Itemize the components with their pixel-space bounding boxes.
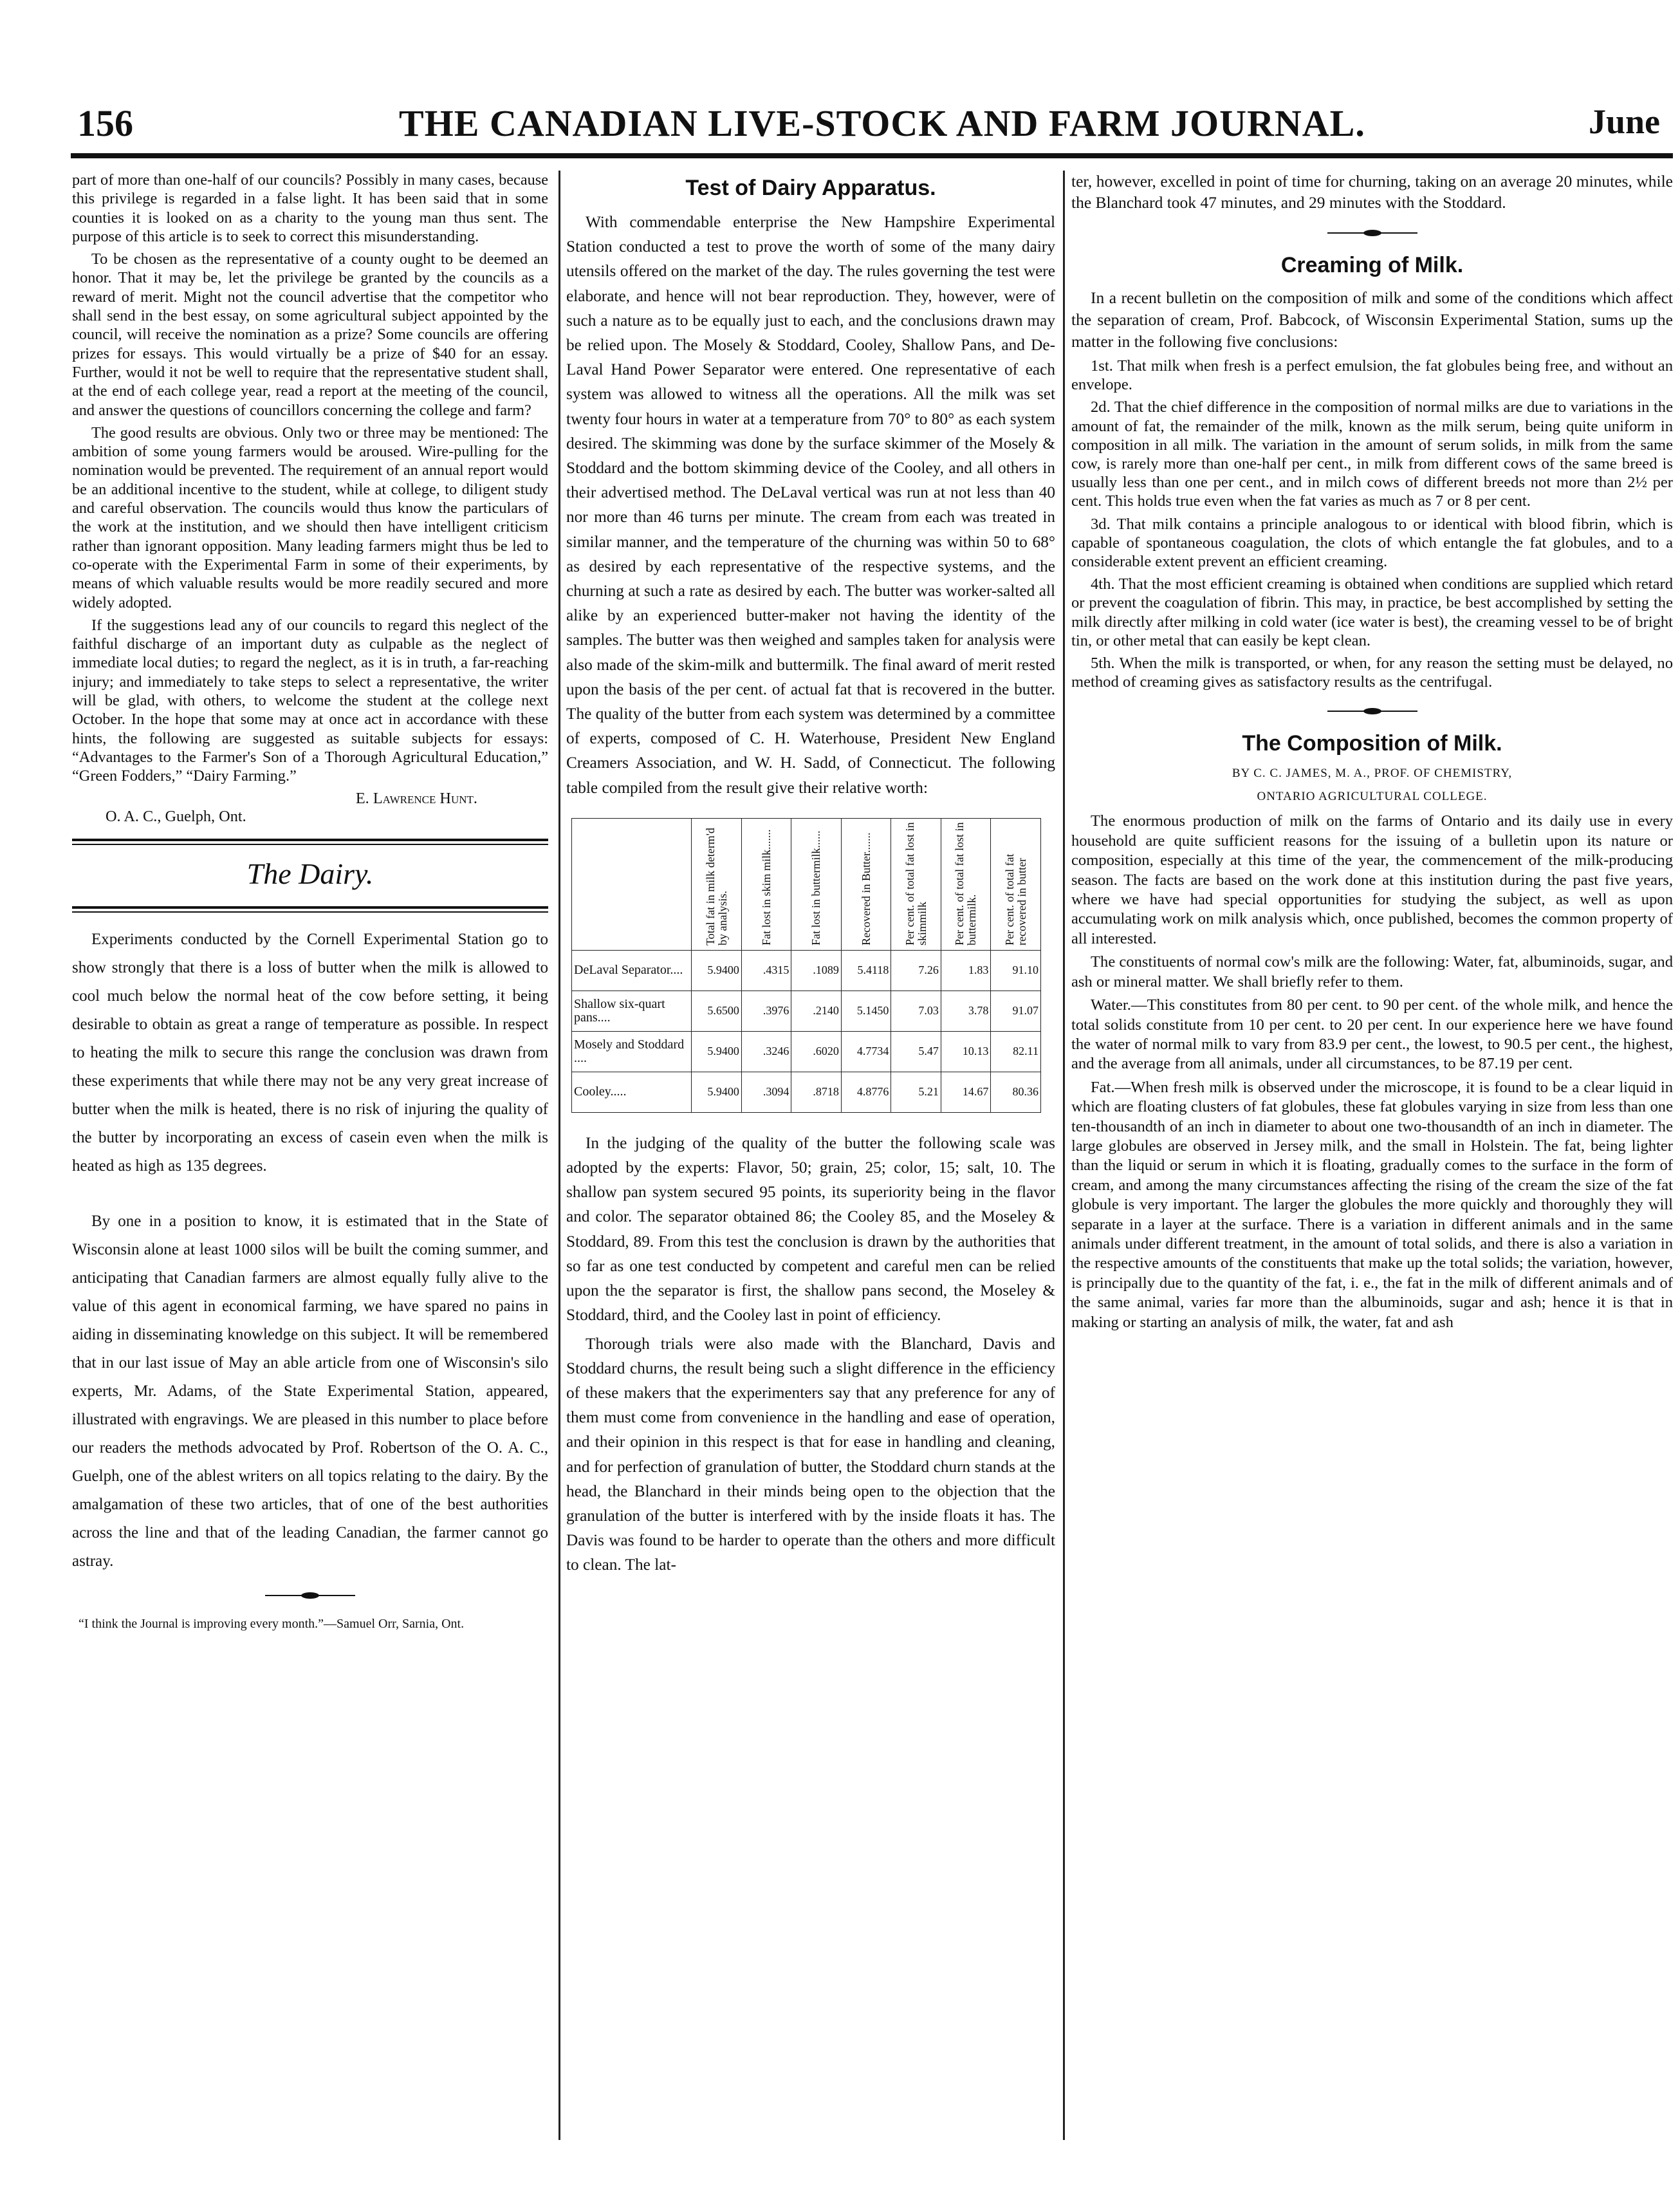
table-header-row (572, 818, 1041, 950)
table-cell: 91.10 (991, 950, 1041, 991)
signature-name: E. Lawrence Hunt. (355, 789, 477, 807)
table-header: Per cent. of total fat lost in buttermilk. (941, 818, 991, 950)
column-divider-left (558, 171, 560, 2140)
table-cell: 10.13 (941, 1031, 991, 1072)
table-header: Fat lost in skim milk....... (741, 818, 791, 950)
table-header: Total fat in milk determ'd by analysis. (692, 818, 742, 950)
article-title-creaming: Creaming of Milk. (1280, 253, 1464, 277)
column-left (72, 171, 548, 2140)
article-paragraph: The enormous production of milk on the farms of Ontario and its daily use in every household are quite sufficient reasons for the issuing of a bulletin upon its nature or composition, especially at this time of the year, the commencement of the milk-producing season. The facts are based on the work done at this institution during the past five years, where we have had special opportunities for studying the subject, as well as upon accumulating work on milk analysis which, once published, becomes the common property of all interested. (1071, 812, 1673, 947)
table-cell: .3976 (741, 991, 791, 1031)
footnote-quote: “I think the Journal is improving every month.”—Samuel Orr, Sarnia, Ont. (78, 1616, 465, 1631)
section-rule-bottom (72, 906, 548, 913)
conclusion-item: 4th. That the most efficient creaming is obtained when conditions are supplied which retard or prevent the coagulation of fibrin. This may, in practice, be best accomplished by setting the milk directly after milking in cold water (ice water is best), the creaming vessel to be of bright tin, or other metal that can easily be kept clean. (1071, 575, 1673, 649)
row-label: Cooley..... (572, 1072, 692, 1112)
conclusion-item: 2d. That the chief difference in the composition of normal milks are due to variations in the amount of fat, the remainder of the milk, known as the milk serum, being quite uniform in composition in all milk. The variation in the amount of serum solids, in milk from the same cow, is rarely more than one-half per cent., in milk from different cows of the same breed is usually less than one per cent., and in milch cows of different breeds not more than 2½ per cent. This holds true even when the fat varies as much as 7 or 8 per cent. (1071, 398, 1673, 510)
byline-affiliation: ONTARIO AGRICULTURAL COLLEGE. (1257, 790, 1488, 804)
table-cell: 5.9400 (692, 950, 742, 991)
column-divider-right (1063, 171, 1065, 2140)
table-cell: 80.36 (991, 1072, 1041, 1112)
page-number: 156 (77, 102, 133, 144)
article-paragraph: The good results are obvious. Only two or three may be mentioned: The ambition of some young farmers would be aroused. Wire-pulling for the nomination would be prevented. The requirement of an annual report would be an additional incentive to the student, while at college, to diligent study and careful observation. The councils would thus know the particulars of the work at the institution, and we should then have intelligent criticism rather than ignorant opposition. Many leading farmers might thus be led to co-operate with the Experimental Farm in some of their experiments, by means of which valuable results would be more readily secured and more widely adopted. (72, 423, 548, 611)
table-corner (572, 818, 692, 950)
dairy-paragraph: Experiments conducted by the Cornell Experimental Station go to show strongly that there is a loss of butter when the milk is allowed to cool much below the normal heat of the cow before setting, it being desirable to obtain as great a range of temperature as possible. In respect to heating the milk to secure this range the conclusion was drawn from these experiments that while there may not be any very great increase of butter when the milk is heated, there is no risk of injuring the quality of the butter by incorporating an excess of casein even when the milk is heated as high as 135 degrees. (72, 930, 548, 1175)
column-middle (566, 171, 1055, 2140)
dairy-paragraph: By one in a position to know, it is estimated that in the State of Wisconsin alone at least 1000 silos will be built the coming summer, and anticipating that Canadian farmers are almost equally fully alive to the value of this agent in economical farming, we have spared no pains in aiding in disseminating knowledge on this subject. It will be remembered that in our last issue of May an able article from one of Wisconsin's silo experts, Mr. Adams, of the State Experimental Station, appeared, illustrated with engravings. We are pleased in this number to place before our readers the methods advocated by Prof. Robertson of the O. A. C., Guelph, one of the ablest writers on all topics relating to the dairy. By the amalgamation of these two articles, that of one of the best authorities across the line and that of the leading Canadian, the farmer cannot go astray. (72, 1212, 548, 1570)
header-rule (71, 153, 1673, 158)
table-header: Recovered in Butter....... (841, 818, 891, 950)
table-row (572, 991, 1041, 1031)
table-cell: 5.21 (891, 1072, 941, 1112)
row-label: DeLaval Separator.... (572, 950, 692, 991)
conclusion-item: 3d. That milk contains a principle analogous to or identical with blood fibrin, which is capable of spontaneous coagulation, the clots of which entangle the fat globules, and to a considerable extent prevent an efficient creaming. (1071, 515, 1673, 571)
table-cell: 5.9400 (692, 1031, 742, 1072)
table-cell: 4.8776 (841, 1072, 891, 1112)
byline-author: BY C. C. JAMES, M. A., PROF. OF CHEMISTRY, (1232, 767, 1513, 781)
table-cell: 3.78 (941, 991, 991, 1031)
table-row (572, 1031, 1041, 1072)
table-cell: .8718 (791, 1072, 842, 1112)
table-cell: .2140 (791, 991, 842, 1031)
article-paragraph: The constituents of normal cow's milk are the following: Water, fat, albuminoids, sugar, and ash or mineral matter. We shall briefly refer to them. (1071, 953, 1673, 991)
table-cell: 7.26 (891, 950, 941, 991)
table-cell: 4.7734 (841, 1031, 891, 1072)
article-paragraph: In the judging of the quality of the butter the following scale was adopted by the experts: Flavor, 50; grain, 25; color, 15; salt, 10. The shallow pan system secured 95 points, its superiority being in the flavor and color. The separator obtained 86; the Cooley 85, and the Moseley & Stoddard, 89. From this test the conclusion is drawn by the authorities that so far as one test conducted by competent and careful men can be relied upon the the separator is first, the shallow pans second, the Moseley & Stoddard, third, and the Cooley last in point of efficiency. (566, 1133, 1055, 1325)
article-paragraph: If the suggestions lead any of our councils to regard this neglect of the faithful discharge of an important duty as culpable as the neglect of immediate local duties; to regard the neglect, as it is in truth, a far-reaching injury; and immediately to take steps to select a representative, the writer will be glad, with others, to welcome the student at the college next October. In the hope that some may at once act in accordance with these hints, the following are suggested as suitable subjects for essays: “Advantages to the Farmer's Son of a Thorough Agricultural Education,” “Green Fodders,” “Dairy Farming.” (72, 616, 548, 785)
table-cell: .1089 (791, 950, 842, 991)
table-row (572, 1072, 1041, 1112)
section-title-dairy: The Dairy. (246, 857, 374, 890)
row-label: Shallow six-quart pans.... (572, 991, 692, 1031)
table-cell: 5.9400 (692, 1072, 742, 1112)
dairy-notes (72, 926, 548, 1576)
column-right (1071, 171, 1673, 2166)
signature-place: O. A. C., Guelph, Ont. (106, 807, 246, 825)
article-paragraph: Water.—This constitutes from 80 per cent. to 90 per cent. of the whole milk, and hence the total solids constitute from 10 per cent. to 20 per cent. In our experience here we have found the water of normal milk to vary from 83.9 per cent., the lowest, to 90.5 per cent., the highest, and the average from all animals, under all circumstances, to be 87.19 per cent. (1071, 996, 1673, 1073)
ornament-divider-icon (1327, 707, 1417, 716)
table-cell: 5.1450 (841, 991, 891, 1031)
table-header: Per cent. of total fat lost in skimmilk (891, 818, 941, 950)
article-paragraph: part of more than one-half of our councils? Possibly in many cases, because this privilege is regarded in a false light. It has been said that in some counties it is looked on as a charity to the young man thus sent. The purpose of this article is to seek to correct this misunderstanding. (72, 171, 548, 245)
table-cell: 82.11 (991, 1031, 1041, 1072)
article-paragraph: With commendable enterprise the New Hampshire Experimental Station conducted a test to prove the worth of some of the many dairy utensils offered on the market of the day. The rules governing the test were elaborate, and hence will not bear reproduction. They, however, were of such a nature as to be equally just to each, and the conclusions drawn may be relied upon. The Mosely & Stoddard, Cooley, Shallow Pans, and De-Laval Hand Power Separator were entered. One representative of each system was allowed to witness all the operations. All the milk was set twenty four hours in water at a temperature from 70° to 80° as each system desired. The skimming was done by the surface skimmer of the Mosely & Stoddard and the bottom skimming device of the Cooley, and all others in their advertised method. The DeLaval vertical was run at not less than 40 nor more than 46 turns per minute. The cream from each was treated in similar manner, and the temperature of the churning was within 50 to 68° as desired by each representative of the respective systems, and the churning at such a rate as desired by each. The butter was worker-salted all alike by an experienced butter-maker not having the identity of the samples. The butter was then weighed and samples taken for analysis were also made of the skim-milk and buttermilk. The final award of merit rested upon the basis of the per cent. of actual fat that is recovered in the butter. The quality of the butter from each system was determined by a committee of experts, composed of C. H. Waterhouse, President New England Creamers Association, and W. H. Sadd, of Connecticut. The following table compiled from the result give their relative worth: (566, 213, 1055, 797)
table-header: Per cent. of total fat recovered in butter (991, 818, 1041, 950)
table-cell: .6020 (791, 1031, 842, 1072)
results-table (571, 818, 1041, 1113)
journal-title: THE CANADIAN LIVE-STOCK AND FARM JOURNAL. (399, 102, 1365, 144)
table-cell: 5.47 (891, 1031, 941, 1072)
table-cell: .4315 (741, 950, 791, 991)
article-paragraph: ter, however, excelled in point of time for churning, taking on an average 20 minutes, while the Blanchard took 47 minutes, and 29 minutes with the Stoddard. (1071, 172, 1673, 212)
table-cell: .3094 (741, 1072, 791, 1112)
issue-month: June (1588, 102, 1660, 141)
article-paragraph: Thorough trials were also made with the Blanchard, Davis and Stoddard churns, the result being such a slight difference in the efficiency of these makers that the experimenters say that any preference for any of them must come from convenience in the handling and ease of operation, and their opinion in this respect is that for ease in handling and cleaning, and for perfection of granulation of butter, the Stoddard churn stands at the head, the Blanchard in their minds being open to the objection that the granulation of the butter is interfered with by the inside floats it has. The Davis was found to be harder to operate than the others and more difficult to clean. The lat- (566, 1334, 1055, 1574)
table-cell: 91.07 (991, 991, 1041, 1031)
conclusion-item: 5th. When the milk is transported, or when, for any reason the setting must be delayed, no method of creaming gives as satisfactory results as the centrifugal. (1071, 655, 1673, 691)
article-paragraph: To be chosen as the representative of a county ought to be deemed an honor. That it may be, let the privilege be granted by the councils as a reward of merit. Might not the council advertise that the competitor who shall send in the best essay, on some agricultural subject appointed by the council, will receive the nomination as a prize? Some councils are offering prizes for essays. This would virtually be a prize of $40 for an essay. Further, would it not be well to require that the representative student shall, at the end of each college year, read a report at the meeting of the council, and answer the questions of councillors concerning the college and farm? (72, 250, 548, 419)
table-cell: 1.83 (941, 950, 991, 991)
row-label: Mosely and Stoddard .... (572, 1031, 692, 1072)
table-cell: 5.4118 (841, 950, 891, 991)
section-rule-top (72, 839, 548, 845)
ornament-divider-icon (1327, 228, 1417, 237)
conclusion-item: 1st. That milk when fresh is a perfect emulsion, the fat globules being free, and without an envelope. (1071, 357, 1673, 394)
table-row (572, 950, 1041, 991)
table-cell: 5.6500 (692, 991, 742, 1031)
article-title-composition: The Composition of Milk. (1242, 731, 1502, 756)
article-title-test-dairy: Test of Dairy Apparatus. (685, 176, 936, 200)
article-paragraph: Fat.—When fresh milk is observed under the microscope, it is found to be a clear liquid in which are floating clusters of fat globules, these fat globules varying in size from less than one ten-thousandth of an inch in diameter to about one two-thousandth of an inch in diameter. The large globules are observed in Jersey milk, and the small in Holstein. The fat, being lighter than the liquid or serum in which it is floating, gradually comes to the surface in the form of cream, and among the many circumstances affecting the rising of the cream the size of the fat globule is very important. The larger the globules the more quickly and thoroughly they will separate in a layer at the surface. There is a variation in different animals and in the same animals under different treatment, in the amount of total solids, and there is also a variation in the respective amounts of the constituents that make up the total solids; the variation, however, is principally due to the quantity of the fat, i. e., the fat in the milk of different animals and of the same animal, varies far more than the albuminoids, sugar and ash; hence it is that in making or starting an analysis of milk, the water, fat and ash (1071, 1078, 1673, 1331)
table-cell: .3246 (741, 1031, 791, 1072)
table-header: Fat lost in buttermilk...... (791, 818, 842, 950)
article-paragraph: In a recent bulletin on the composition of milk and some of the conditions which affect the separation of cream, Prof. Babcock, of Wisconsin Experimental Station, sums up the matter in the following five conclusions: (1071, 288, 1673, 351)
ornament-divider-icon (265, 1591, 355, 1600)
table-cell: 7.03 (891, 991, 941, 1031)
page-header (64, 97, 1673, 148)
table-cell: 14.67 (941, 1072, 991, 1112)
council-article (72, 171, 548, 786)
